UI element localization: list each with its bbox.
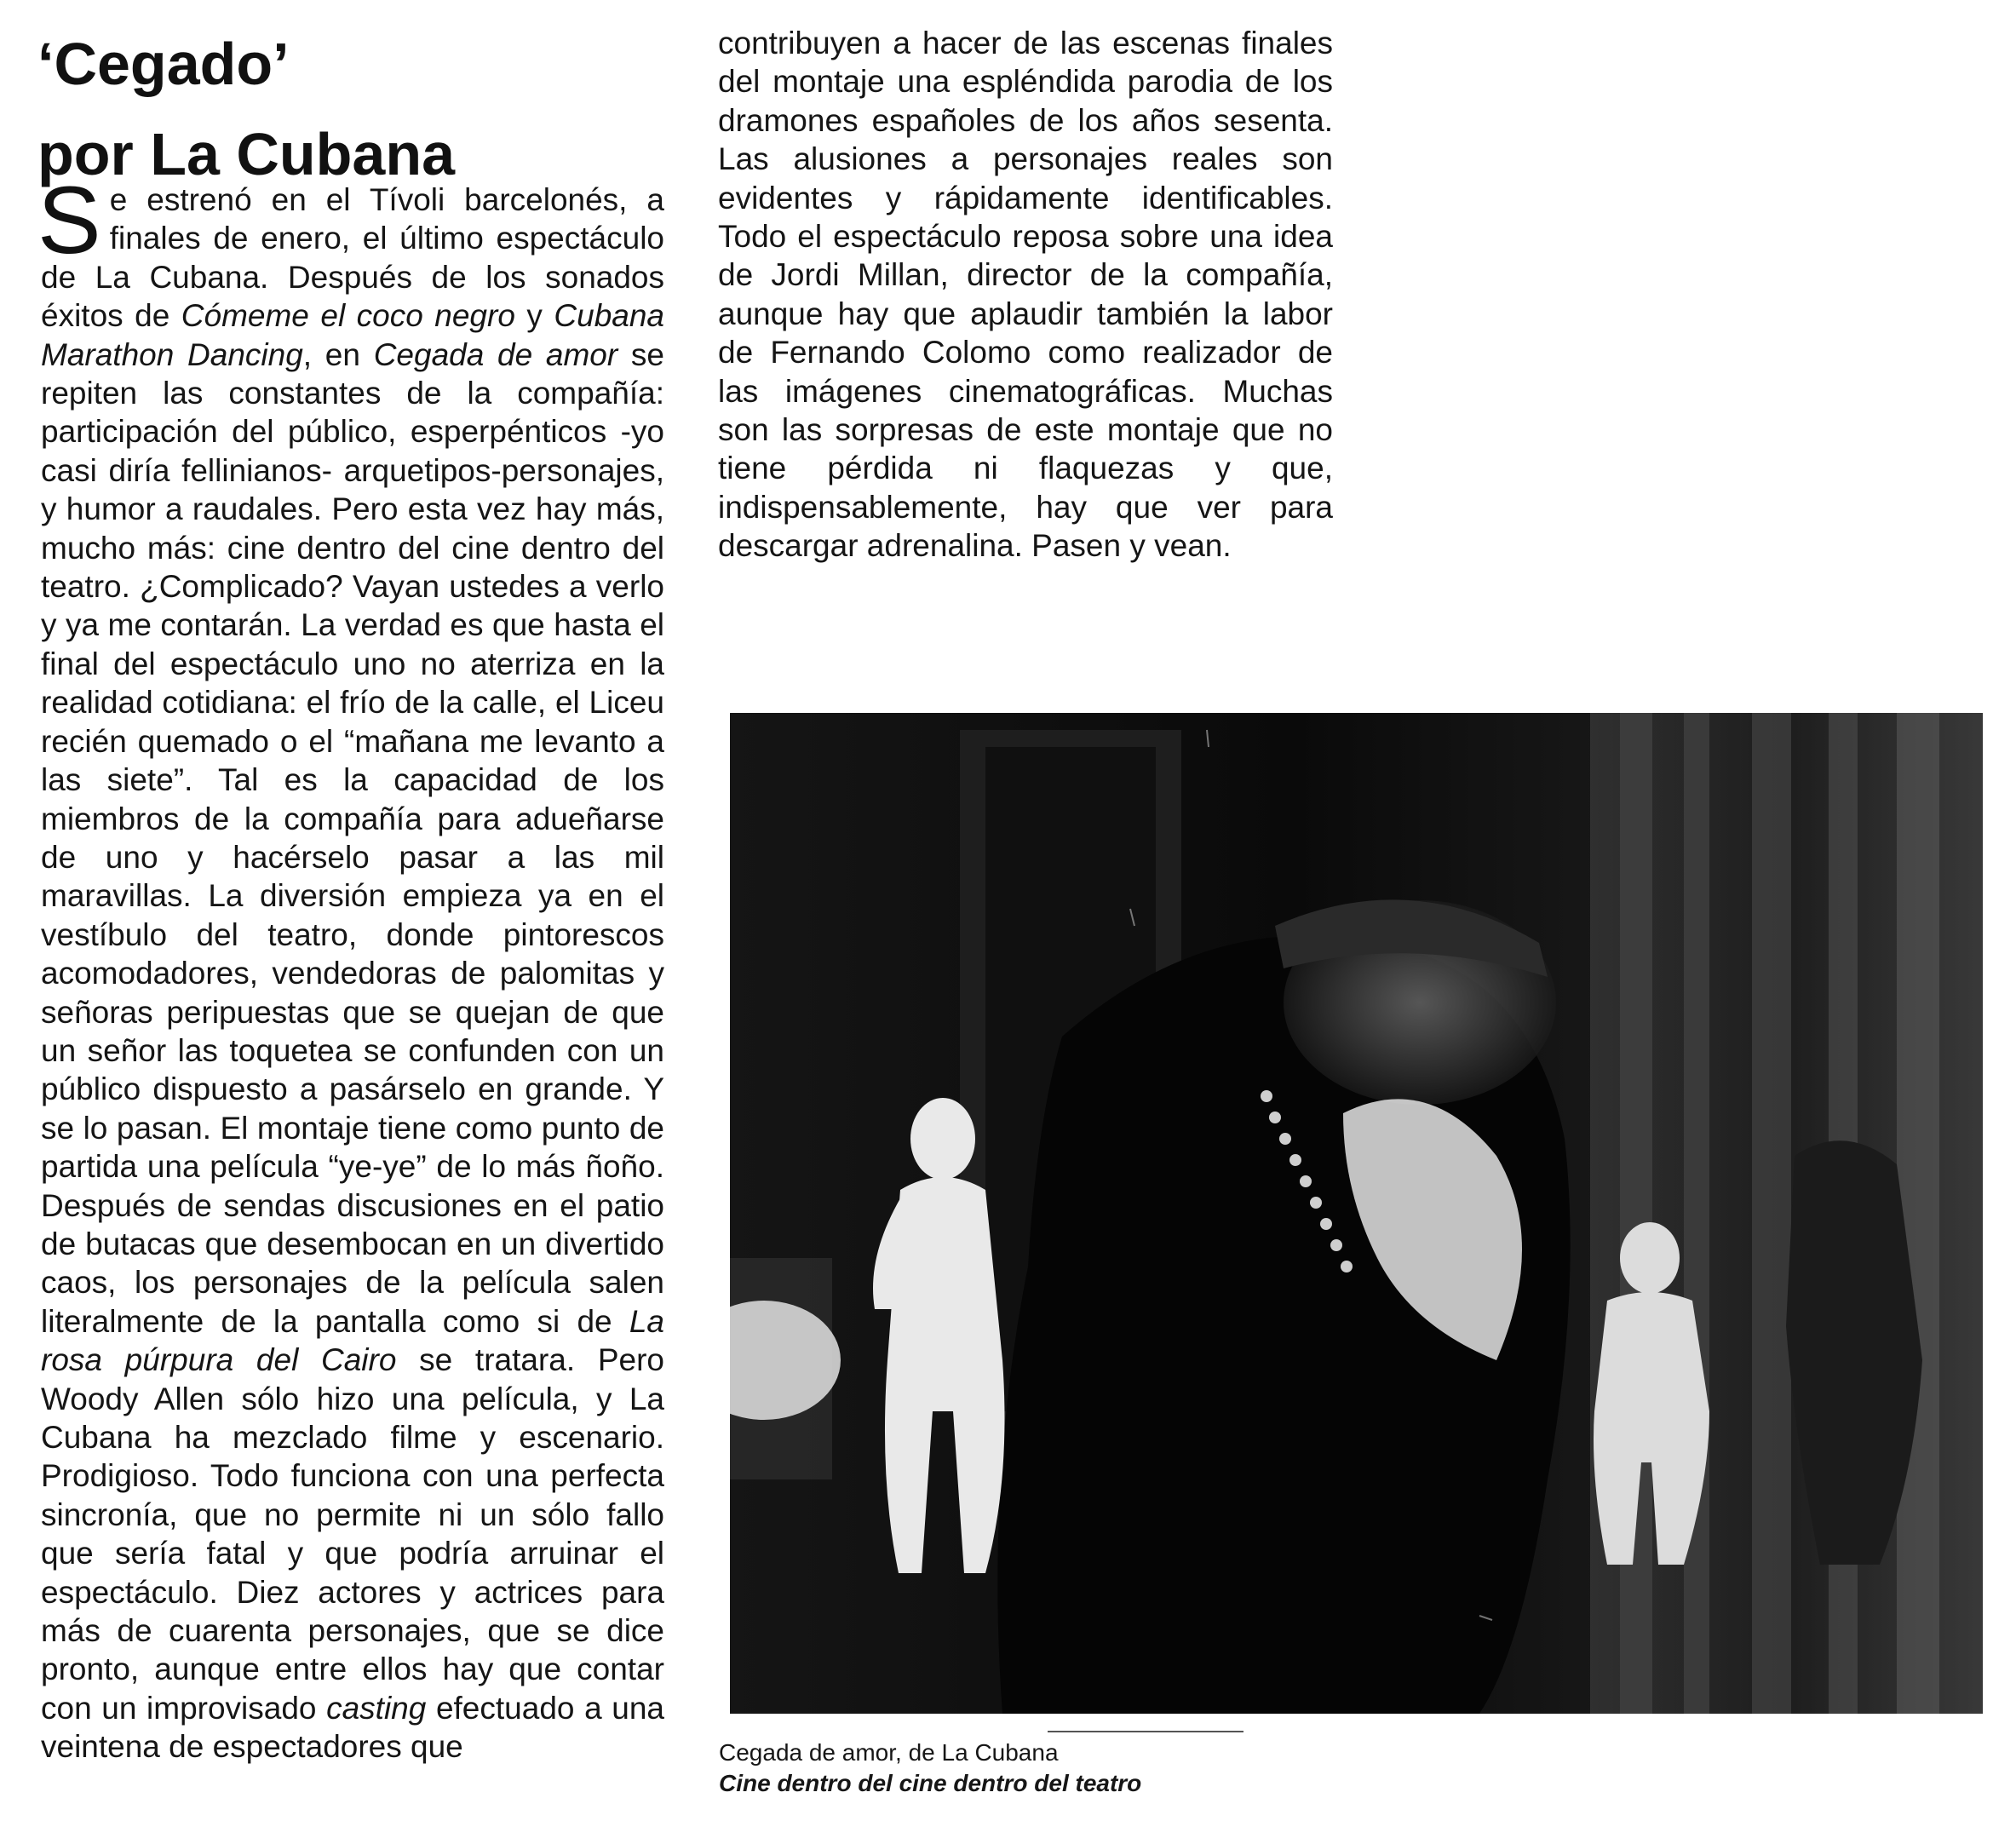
left-column-text (41, 182, 664, 1764)
text-run: e estrenó en el Tívoli barcelonés, a finales de enero, el último espectáculo de La Cubana. Después de los sonados éxitos de (41, 182, 664, 334)
headline-line-2: por La Cubana (37, 121, 456, 187)
stage-photo-image (730, 713, 1983, 1714)
text-run: efectuado a una veintena de espectadores que (41, 1690, 664, 1765)
italic-title: casting (326, 1690, 427, 1726)
text-run: , en (302, 336, 374, 372)
italic-title: Cómeme el coco negro (181, 298, 515, 334)
caption-title: Cegada de amor, de La Cubana (719, 1739, 1059, 1766)
italic-title: La rosa púrpura del Cairo (41, 1303, 664, 1378)
right-column-paragraph: contribuyen a hacer de las escenas finales del montaje una espléndida parodia de los dramones españoles de los años sesenta. Las alusiones a personajes reales son evidentes y rápidamente identificables. Todo el espectáculo reposa sobre una idea de Jordi Millan, director de la compañía, aunque hay que aplaudir también la labor de Fernando Colomo como realizador de las imágenes cinematográficas. Muchas son las sorpresas de este montaje que no tiene pérdida ni flaquezas y que, indispensablemente, hay que ver para descargar adrenalina. Pasen y vean. (718, 26, 1333, 564)
italic-title: Cegada de amor (373, 336, 618, 372)
photo-caption (719, 1738, 1485, 1799)
caption-subtitle: Cine dentro del cine dentro del teatro (719, 1770, 1142, 1796)
text-run: se tratara. Pero Woody Allen sólo hizo una película, y La Cubana ha mezclado filme y escenario. Prodigioso. Todo funciona con una perfecta sincronía, que no permite ni un sólo fallo que sería fatal y que podría arruinar el espectáculo. Diez actores y actrices para más de cuarenta personajes, que se dice pronto, aunque entre ellos hay que contar con un improvisado (41, 1342, 664, 1726)
article-column-left (37, 167, 665, 1766)
drop-cap: S (37, 167, 101, 273)
article-headline (37, 19, 685, 199)
article-column-right (718, 24, 1333, 566)
stage-photo (730, 713, 1983, 1714)
left-column-paragraph (37, 167, 665, 1766)
text-run: se repiten las constantes de la compañía: participación del público, esperpénticos -yo casi diría fellinianos- arquetipos-personajes, y humor a raudales. Pero esta vez hay más, mucho más: cine dentro del cine dentro del teatro. ¿Complicado? Vayan ustedes a verlo y ya me contarán. La verdad es que hasta el final del espectáculo uno no aterriza en la realidad cotidiana: el frío de la calle, el Liceu recién quemado o el “mañana me levanto a las siete”. Tal es la capacidad de los miembros de la compañía para adueñarse de uno y hacérselo pasar a las mil maravillas. La diversión empieza ya en el vestíbulo del teatro, donde pintorescos acomodadores, vendedoras de palomitas y señoras peripuestas que se quejan de que un señor las toquetea se confunden con un público dispuesto a pasárselo en grande. Y se lo pasan. El montaje tiene como punto de partida una película “ye-ye” de lo más ñoño. Después de sendas discusiones en el patio de butacas que desembocan en un divertido caos, los personajes de la película salen literalmente de la pantalla como si de (41, 336, 665, 1339)
caption-rule (1048, 1731, 1243, 1732)
italic-title: Cubana Marathon Dancing (41, 298, 664, 372)
text-run: y (514, 298, 554, 334)
headline-line-1: ‘Cegado’ (37, 31, 290, 97)
